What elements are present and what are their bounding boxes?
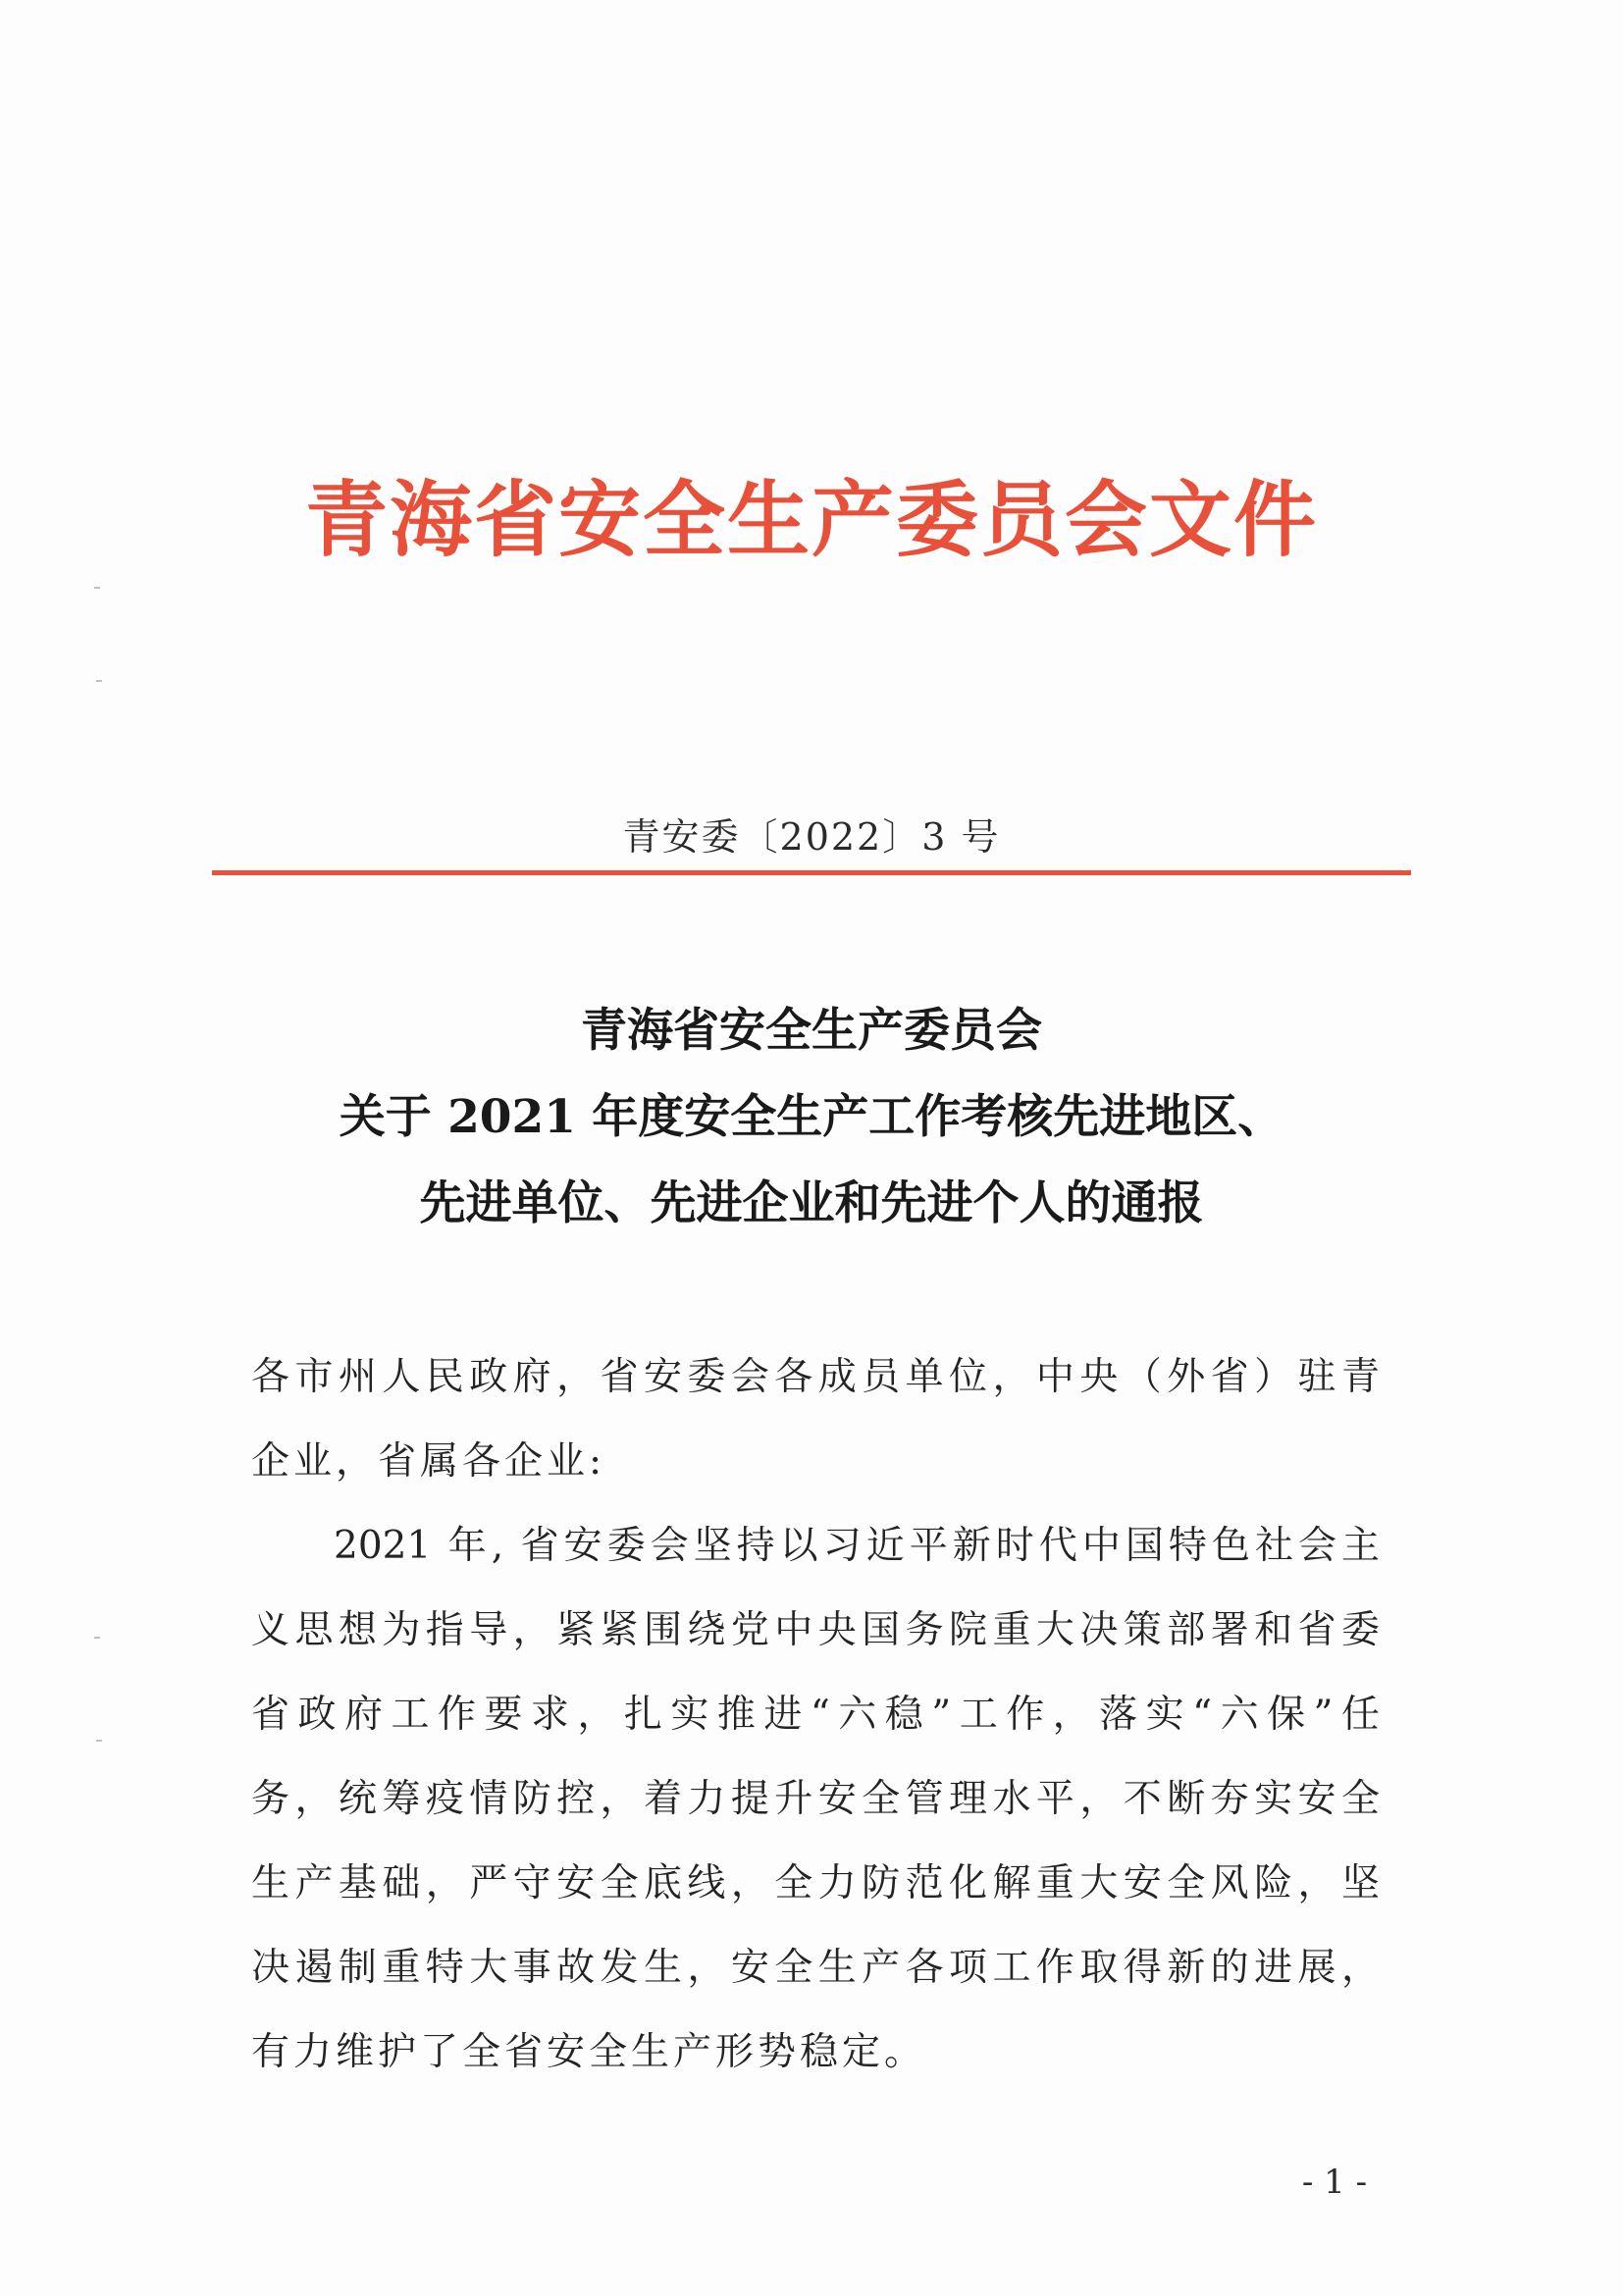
scan-mark xyxy=(96,680,102,682)
addressee-line: 各市州人民政府，省安委会各成员单位，中央（外省）驻青 xyxy=(251,1355,1380,1399)
notice-title-line-2: 关于 2021 年度安全生产工作考核先进地区、 xyxy=(339,1090,1284,1144)
page-number: - 1 - xyxy=(1301,2163,1368,2202)
issuer-title: 青海省安全生产委员会文件 xyxy=(304,471,1318,568)
addressee-line: 企业，省属各企业: xyxy=(251,1439,606,1484)
document-number: 青安委〔2022〕3 号 xyxy=(622,815,1001,859)
red-separator-line xyxy=(212,870,1411,875)
paragraph-line: 省政府工作要求，扎实推进“六稳”工作，落实“六保”任 xyxy=(251,1693,1380,1737)
scan-mark xyxy=(94,587,100,589)
notice-title-line-3: 先进单位、先进企业和先进个人的通报 xyxy=(419,1176,1204,1230)
paragraph-line: 2021 年, 省安委会坚持以习近平新时代中国特色社会主 xyxy=(334,1524,1380,1568)
paragraph-line: 务，统筹疫情防控，着力提升安全管理水平，不断夯实安全 xyxy=(251,1777,1380,1821)
paragraph-line: 决遏制重特大事故发生，安全生产各项工作取得新的进展， xyxy=(251,1946,1380,1990)
paragraph-line: 有力维护了全省安全生产形势稳定。 xyxy=(251,2030,927,2074)
paragraph-line: 义思想为指导，紧紧围绕党中央国务院重大决策部署和省委 xyxy=(251,1608,1380,1652)
scan-mark xyxy=(94,1637,100,1639)
notice-title-line-1: 青海省安全生产委员会 xyxy=(581,1004,1042,1058)
paragraph-line: 生产基础，严守安全底线，全力防范化解重大安全风险，坚 xyxy=(251,1861,1380,1905)
scan-mark xyxy=(96,1740,102,1742)
